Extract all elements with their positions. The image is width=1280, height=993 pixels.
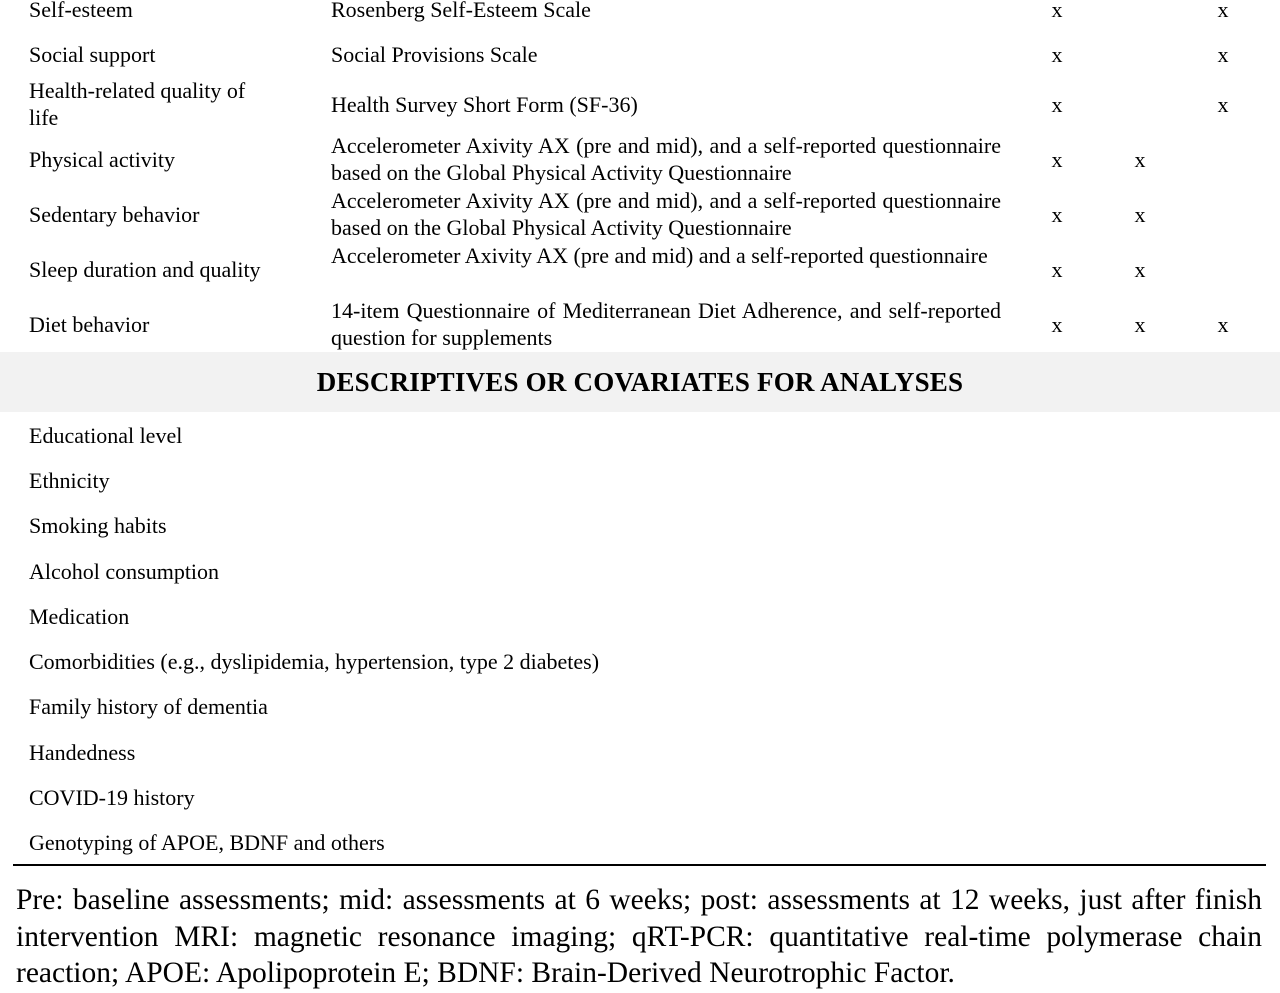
instrument-cell: Accelerometer Axivity AX (pre and mid), and a self-reported questionnaire based on the Global Physical Activity Questionnaire	[331, 188, 1001, 240]
covariate-item: Educational level	[29, 423, 183, 448]
variable-cell: Health-related quality of life	[29, 78, 246, 130]
pre-mark: x	[1051, 42, 1063, 67]
section-header	[0, 352, 1280, 412]
instrument-cell: 14-item Questionnaire of Mediterranean Diet Adherence, and self-reported question for supplements	[331, 298, 1001, 350]
post-mark: x	[1217, 42, 1229, 67]
instrument-cell: Accelerometer Axivity AX (pre and mid), and a self-reported questionnaire based on the Global Physical Activity Questionnaire	[331, 133, 1001, 185]
pre-mark: x	[1051, 257, 1063, 282]
covariate-item: COVID-19 history	[29, 785, 195, 810]
table-bottom-rule	[13, 864, 1266, 866]
pre-mark: x	[1051, 147, 1063, 172]
covariate-item: Genotyping of APOE, BDNF and others	[29, 830, 385, 855]
post-mark: x	[1217, 92, 1229, 117]
covariate-item: Ethnicity	[29, 468, 110, 493]
variable-cell: Diet behavior	[29, 312, 150, 337]
pre-mark: x	[1051, 0, 1063, 22]
instrument-cell: Rosenberg Self-Esteem Scale	[331, 0, 591, 22]
mid-mark: x	[1134, 202, 1146, 227]
variable-cell: Social support	[29, 42, 156, 67]
variable-cell: Sleep duration and quality	[29, 257, 261, 282]
pre-mark: x	[1051, 202, 1063, 227]
variable-cell: Self-esteem	[29, 0, 133, 22]
instrument-cell: Health Survey Short Form (SF-36)	[331, 92, 638, 117]
pre-mark: x	[1051, 92, 1063, 117]
covariate-item: Family history of dementia	[29, 694, 268, 719]
mid-mark: x	[1134, 312, 1146, 337]
pre-mark: x	[1051, 312, 1063, 337]
instrument-cell: Social Provisions Scale	[331, 42, 538, 67]
section-title: DESCRIPTIVES OR COVARIATES FOR ANALYSES	[316, 366, 964, 397]
covariate-item: Medication	[29, 604, 130, 629]
covariate-item: Comorbidities (e.g., dyslipidemia, hypertension, type 2 diabetes)	[29, 649, 600, 674]
post-mark: x	[1217, 312, 1229, 337]
mid-mark: x	[1134, 147, 1146, 172]
covariate-item: Handedness	[29, 740, 136, 765]
covariate-item: Smoking habits	[29, 513, 167, 538]
covariate-item: Alcohol consumption	[29, 559, 220, 584]
mid-mark: x	[1134, 257, 1146, 282]
variable-cell: Sedentary behavior	[29, 202, 200, 227]
post-mark: x	[1217, 0, 1229, 22]
table-footnote: Pre: baseline assessments; mid: assessments at 6 weeks; post: assessments at 12 weeks, just after finish intervention MRI: magnetic resonance imaging; qRT-PCR: quantitative real-time polymerase chain reaction; APOE: Apolipoprotein E; BDNF: Brain-Derived Neurotrophic Factor.	[16, 884, 1262, 989]
variable-cell: Physical activity	[29, 147, 176, 172]
instrument-cell: Accelerometer Axivity AX (pre and mid) and a self-reported questionnaire	[331, 243, 988, 268]
